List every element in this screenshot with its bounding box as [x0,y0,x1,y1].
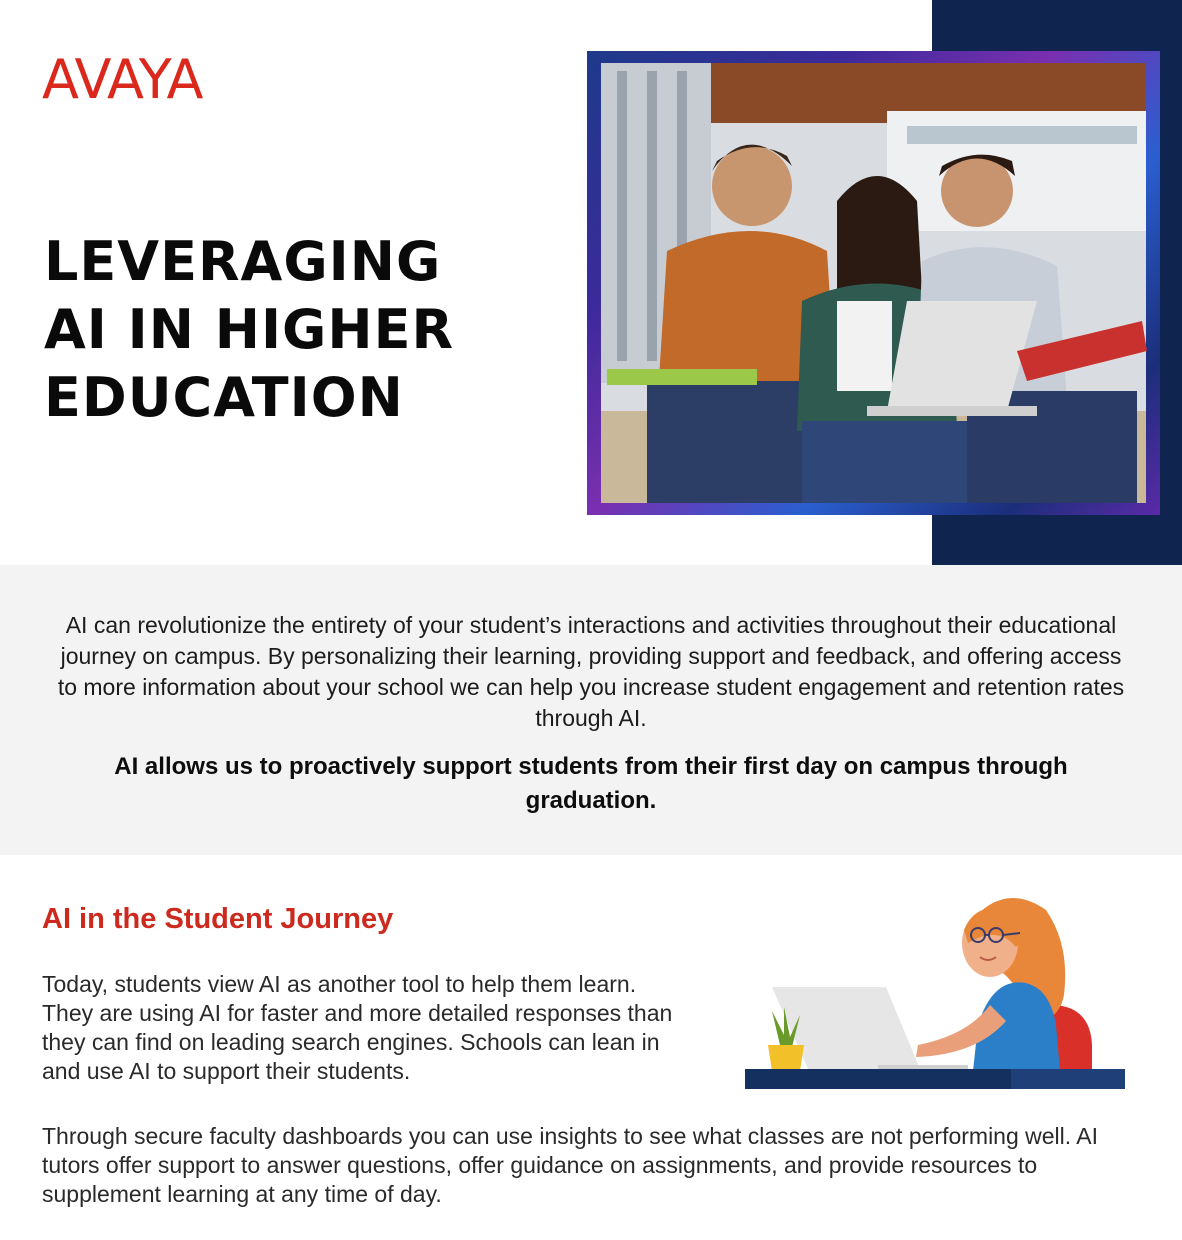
journey-title: AI in the Student Journey [42,903,394,935]
hero-section [0,0,1182,565]
students-photo [587,51,1160,515]
student-laptop-illustration [728,885,1128,1095]
logo-text: AVAYA [42,48,203,111]
headline-line-1: LEVERAGING [44,230,442,293]
intro-emphasis: AI allows us to proactively support students from their first day on campus through graduation. [114,753,1068,814]
journey-paragraph-1: Today, students view AI as another tool to help them learn. They are using AI for faster and more detailed responses than they can find on leading search engines. Schools can lean in and use AI to support their students. [42,971,673,1084]
journey-paragraph-2: Through secure faculty dashboards you can use insights to see what classes are not performing well. AI tutors offer support to answer questions, offer guidance on assignments, and provide resources to supplement learning at any time of day. [42,1123,1099,1207]
intro-section [0,565,1182,855]
intro-paragraph: AI can revolutionize the entirety of your student’s interactions and activities throughout their educational journey on campus. By personalizing their learning, providing support and feedback, and offering access to more information about your school we can help you increase student engagement and retention rates through AI. [57,612,1125,731]
headline-line-2: AI IN HIGHER [44,298,455,361]
page-title [44,228,524,432]
headline-line-3: EDUCATION [44,366,404,429]
avaya-logo [42,48,252,116]
